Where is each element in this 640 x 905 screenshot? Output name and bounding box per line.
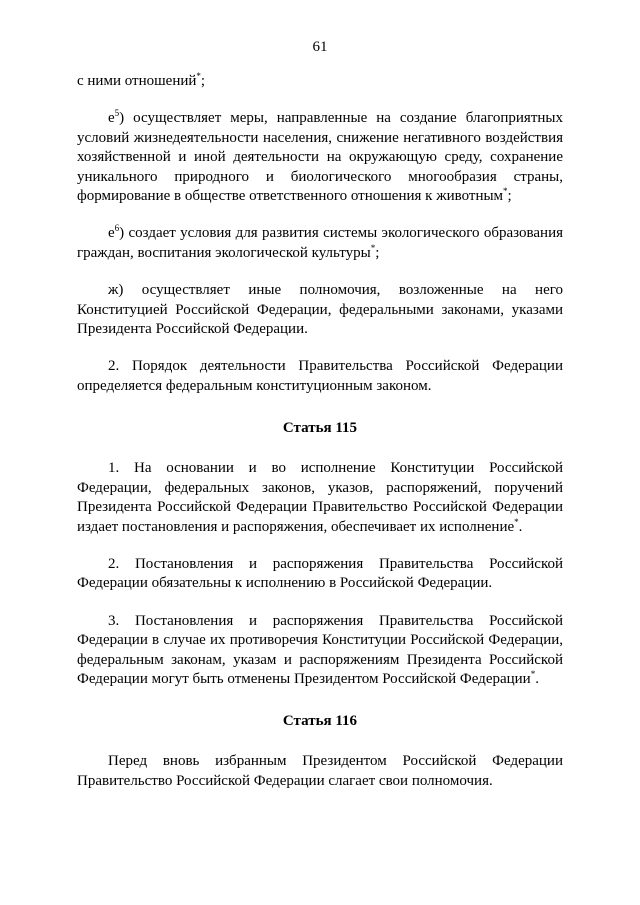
document-body	[77, 72, 563, 791]
article-115-paragraph-2	[77, 555, 563, 594]
item-letter: е	[108, 225, 115, 242]
footnote-marker: *	[196, 71, 201, 81]
footnote-marker: *	[530, 668, 536, 679]
article-115-paragraph-1	[77, 459, 563, 537]
footnote-marker: *	[370, 242, 376, 253]
paragraph-text: Перед вновь избранным Президентом Российской Федерации Правительство Российской Федерации слагает свои полномочия.	[77, 753, 563, 789]
page-number: 61	[312, 39, 328, 55]
paragraph-continuation	[77, 72, 563, 91]
paragraph-text: ж) осуществляет иные полномочия, возложенные на него Конституцией Российской Федерации, федеральными законами, указами Президента Российской Федерации.	[77, 282, 563, 338]
paragraph-zh	[77, 281, 563, 339]
paragraph-tail: .	[518, 518, 523, 535]
paragraph-text: 2. Порядок деятельности Правительства Российской Федерации определяется федеральным конституционным законом.	[77, 358, 563, 394]
paragraph-tail: .	[535, 670, 539, 687]
paragraph-text: ) осуществляет меры, направленные на создание благоприятных условий жизнедеятельности населения, снижение негативного воздействия хозяйственной и иной деятельности на окружающую среду, сохранение уникального природного и биологического многообразия страны, формирование в обществе ответственного отношения к животным	[77, 110, 563, 205]
footnote-marker: *	[514, 516, 519, 527]
paragraph-e5	[77, 109, 563, 206]
paragraph-tail: ;	[375, 244, 380, 261]
item-letter-index: 6	[114, 223, 120, 234]
paragraph-text: ) создает условия для развития системы экологического образования граждан, воспитания экологической культуры	[77, 225, 563, 261]
footnote-marker: *	[503, 186, 508, 197]
paragraph-text: 2. Постановления и распоряжения Правительства Российской Федерации обязательны к исполнению в Российской Федерации.	[77, 555, 563, 592]
item-letter: е	[108, 110, 115, 127]
article-115-paragraph-3	[77, 612, 563, 690]
paragraph-tail: ;	[200, 73, 206, 89]
item-letter-index: 5	[114, 108, 120, 119]
article-116-heading: Статья 116	[282, 713, 358, 730]
paragraph-e6	[77, 224, 563, 263]
paragraph-text: с ними отношений	[77, 73, 197, 89]
article-115-heading: Статья 115	[282, 420, 358, 437]
article-116-paragraph-1	[77, 752, 563, 791]
paragraph-text: 3. Постановления и распоряжения Правительства Российской Федерации в случае их противоречия Конституции Российской Федерации, федеральным законам, указам и распоряжениям Президента Российской Федерации могут быть отменены Президентом Российской Федерации	[77, 612, 563, 687]
paragraph-text: 1. На основании и во исполнение Конституции Российской Федерации, федеральных законов, указов, распоряжений, поручений Президента Российской Федерации Правительство Российской Федерации издает постановления и распоряжения, обеспечивает их исполнение	[77, 460, 563, 535]
paragraph-tail: ;	[507, 188, 512, 205]
paragraph-2	[77, 357, 563, 396]
